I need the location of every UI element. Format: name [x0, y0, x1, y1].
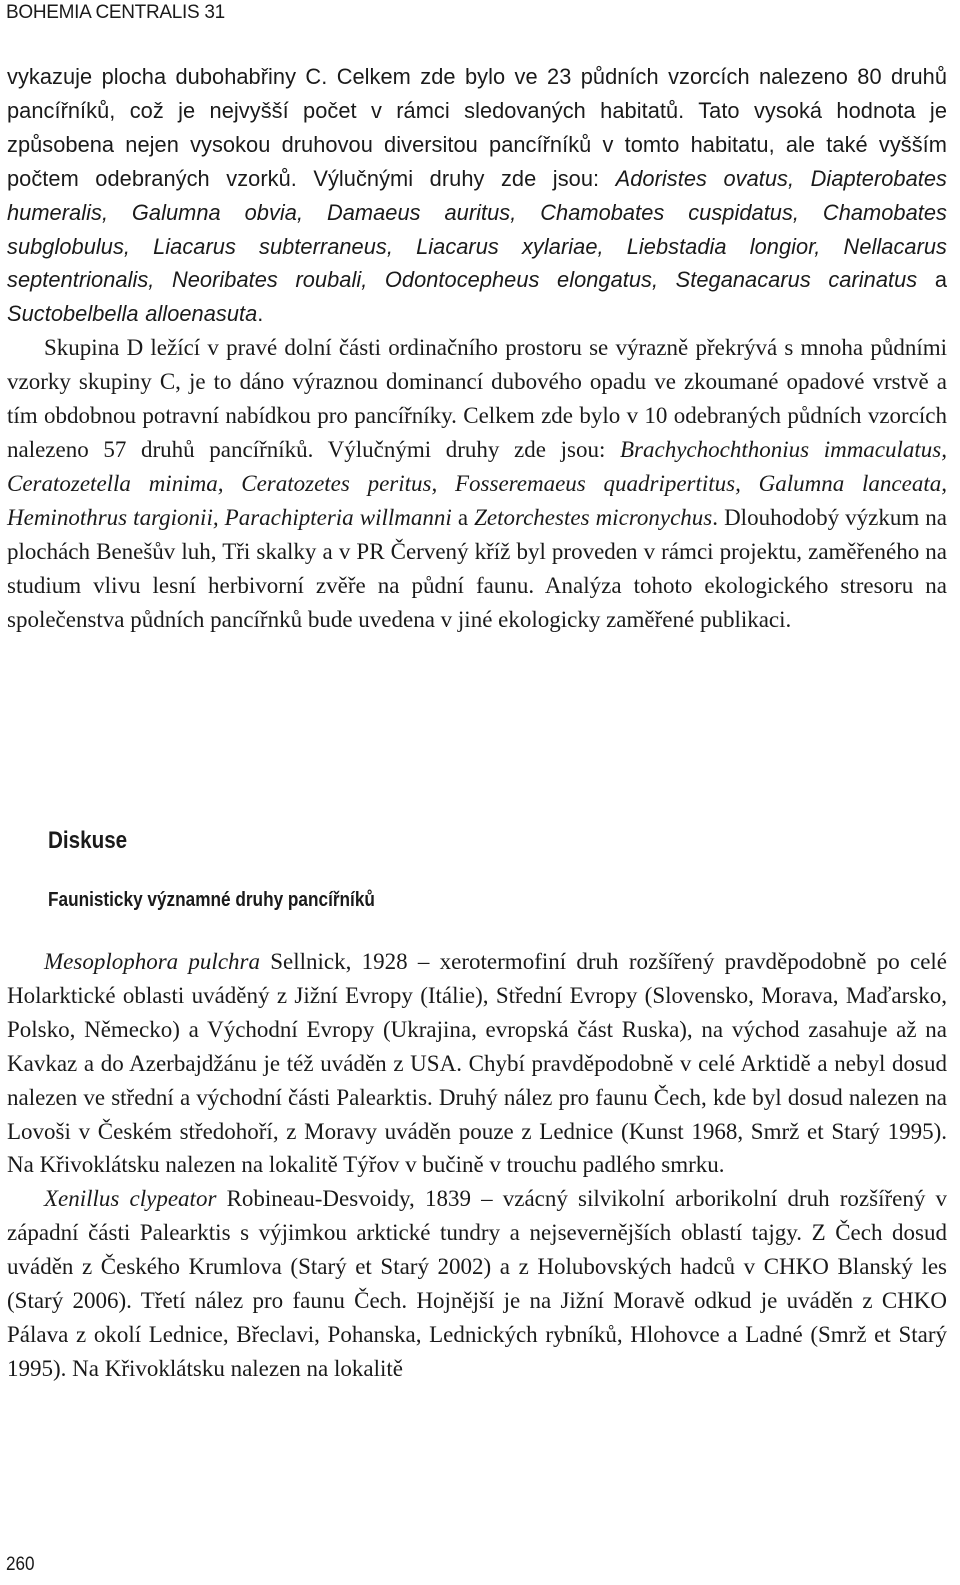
paragraph-text: . Dlouhodobý výzkum na plochách Benešův luh, Tři skalky a v PR Červený kříž byl proveden v rámci projektu, zaměřeného na studium vlivu lesní herbivorní zvěře na půdní faunu. Analýza tohoto ekologického stresoru na společenstva půdních pancířnků bude uvedena v jiné ekologicky zaměřené publikaci.: [7, 504, 947, 632]
species-name: Mesoplophora pulchra: [44, 949, 260, 974]
section-heading-diskuse: Diskuse: [48, 827, 128, 854]
paragraph-text: Sellnick, 1928 – xerotermofiní druh rozšířený pravděpodobně po celé Holarktické oblasti uváděný z Jižní Evropy (Itálie), Střední Evropy (Slovensko, Morava, Maďarsko, Polsko, Německo) a Východní Evropy (Ukrajina, evropská část Ruska), na východ zasahuje až na Kavkaz a do Azerbajdžánu je též uváděn z USA. Chybí pravděpodobně v celé Arktidě a nebyl dosud nalezen ve střední a východní části Palearktis. Druhý nález pro faunu Čech, kde byl dosud nalezen na Lovoši v Českém středohoří, z Moravy uváděn pouze z Lednice (Kunst 1968, Smrž et Starý 1995). Na Křivoklátsku nalezen na lokalitě Týřov v bučině v trouchu padlého smrku.: [7, 949, 947, 1178]
paragraph-xenillus: [7, 1182, 947, 1385]
subsection-heading: Faunisticky významné druhy pancířníků: [48, 889, 375, 911]
paragraph-group-c: [7, 60, 947, 331]
paragraph-text: a: [917, 267, 947, 293]
species-name: Zetorchestes micronychus: [474, 504, 713, 530]
paragraph-text: Skupina D ležící v pravé dolní části ordinačního prostoru se výrazně překrývá s mnoha půdními vzorky skupiny C, je to dáno výraznou dominancí dubového opadu ve zkoumané opadové vrstvě a tím obdobnou potravní nabídkou pro pancířníky. Celkem zde bylo v 10 odebraných půdních vzorcích nalezeno 57 druhů pancířníků. Výlučnými druhy zde jsou:: [7, 335, 947, 462]
species-list: Adoristes ovatus, Diapterobates humeralis, Galumna obvia, Damaeus auritus, Chamobates cuspidatus, Chamobates subglobulus, Liacarus subterraneus, Liacarus xylariae, Liebstadia longior, Nellacarus septentrionalis, Neoribates roubali, Odontocepheus elongatus, Steganacarus carinatus: [7, 165, 947, 293]
paragraph-text: vykazuje plocha dubohabřiny C. Celkem zde bylo ve 23 půdních vzorcích nalezeno 80 druhů pancířníků, což je nejvyšší počet v rámci sledovaných habitatů. Tato vysoká hodnota je způsobena nejen vysokou druhovou diversitou pancířníků v tomto habitatu, ale také vyšším počtem odebraných vzorků. Výlučnými druhy zde jsou:: [7, 64, 947, 191]
species-name: Xenillus clypeator: [44, 1186, 217, 1212]
paragraph-text: a: [451, 504, 475, 530]
species-name: Suctobelbella alloenasuta: [7, 301, 258, 327]
species-list: Brachychochthonius immaculatus, Ceratozetella minima, Ceratozetes peritus, Fosseremaeus quadripertitus, Galumna lanceata, Heminothrus targionii, Parachipteria willmanni: [7, 436, 947, 530]
results-text: [7, 60, 947, 636]
running-head: BOHEMIA CENTRALIS 31: [6, 2, 225, 23]
paragraph-text: .: [257, 301, 264, 327]
page-number: 260: [6, 1554, 35, 1575]
discussion-text: [7, 945, 947, 1386]
paragraph-mesoplophora: [7, 945, 947, 1182]
paragraph-text: Robineau-Desvoidy, 1839 – vzácný silvikolní arborikolní druh rozšířený v západní části Palearktis s výjimkou arktické tundry a nejsevernějších oblastí tajgy. Z Čech dosud uváděn z Českého Krumlova (Starý et Starý 2002) a z Holubovských hadců v CHKO Blanský les (Starý 2006). Třetí nález pro faunu Čech. Hojnější je na Jižní Moravě odkud je uváděn z CHKO Pálava z okolí Lednice, Břeclavi, Pohanska, Lednických rybníků, Hlohovce a Ladné (Smrž et Starý 1995). Na Křivoklátsku nalezen na lokalitě: [7, 1186, 947, 1381]
paragraph-group-d: [7, 331, 947, 636]
